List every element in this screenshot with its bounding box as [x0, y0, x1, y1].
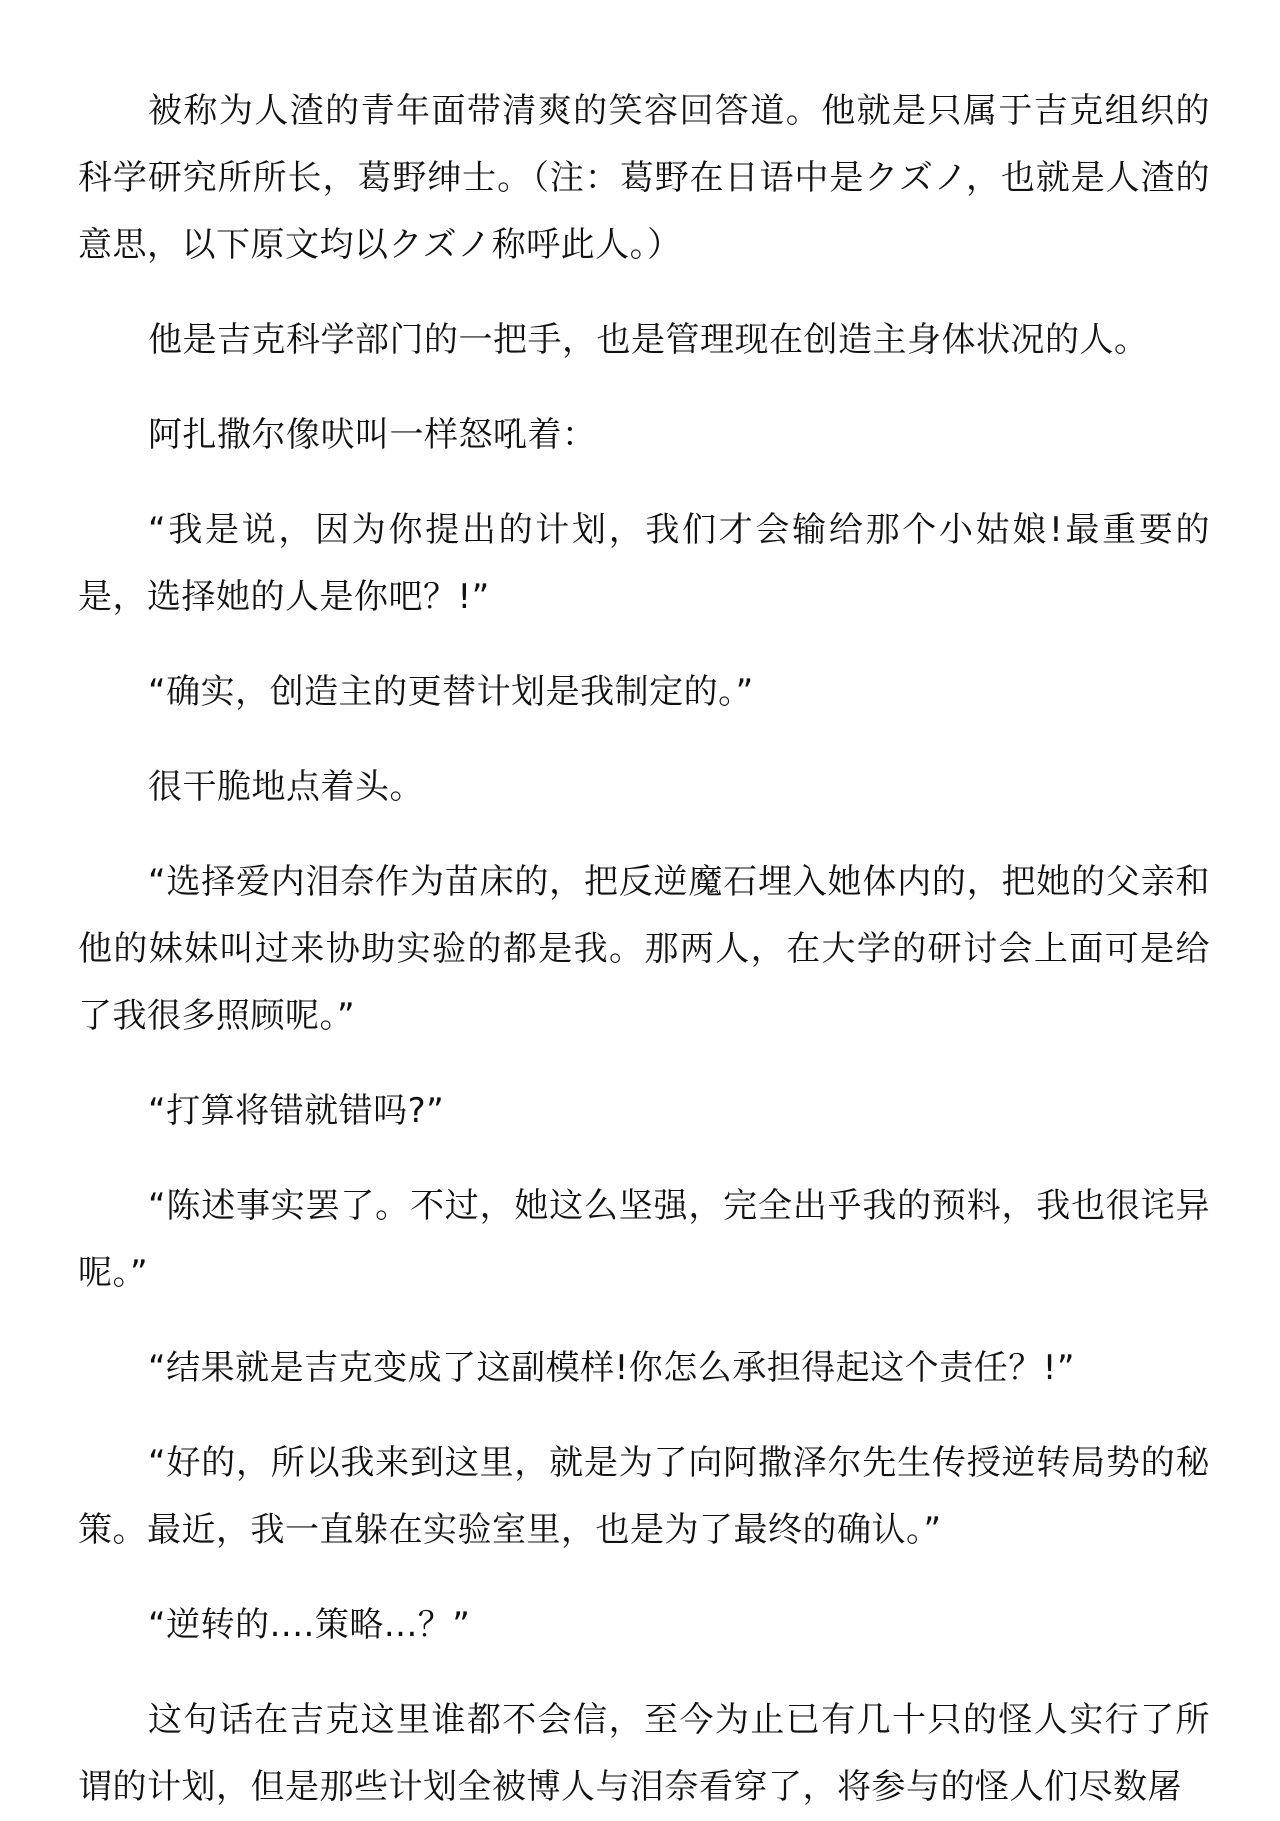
paragraph: 这句话在吉克这里谁都不会信，至今为止已有几十只的怪人实行了所谓的计划，但是那些计划全被博人与泪奈看穿了，将参与的怪人们尽数屠 [78, 1700, 1210, 1807]
paragraph: “选择爱内泪奈作为苗床的，把反逆魔石埋入她体内的，把她的父亲和他的妹妹叫过来协助实验的都是我。那两人，在大学的研讨会上面可是给了我很多照顾呢。” [78, 862, 1210, 1036]
paragraph: “打算将错就错吗?” [148, 1091, 445, 1131]
paragraph: 很干脆地点着头。 [148, 767, 424, 807]
paragraph: “确实，创造主的更替计划是我制定的。” [148, 672, 754, 712]
paragraph: 他是吉克科学部门的一把手，也是管理现在创造主身体状况的人。 [148, 320, 1149, 360]
paragraph: “好的，所以我来到这里，就是为了向阿撒泽尔先生传授逆转局势的秘策。最近，我一直躲在实验室里，也是为了最终的确认。” [78, 1443, 1210, 1550]
paragraph: “逆转的....策略...？” [148, 1605, 471, 1645]
paragraph: “结果就是吉克变成了这副模样!你怎么承担得起这个责任？!” [148, 1348, 1075, 1388]
paragraph: 阿扎撒尔像吠叫一样怒吼着： [148, 415, 597, 455]
paragraph: 被称为人渣的青年面带清爽的笑容回答道。他就是只属于吉克组织的科学研究所所长，葛野绅士。（注：葛野在日语中是クズノ，也就是人渣的意思，以下原文均以クズノ称呼此人。） [78, 91, 1210, 265]
paragraph: “陈述事实罢了。不过，她这么坚强，完全出乎我的预料，我也很诧异呢。” [78, 1186, 1210, 1293]
paragraph: “我是说，因为你提出的计划，我们才会输给那个小姑娘!最重要的是，选择她的人是你吧？!” [78, 510, 1210, 617]
